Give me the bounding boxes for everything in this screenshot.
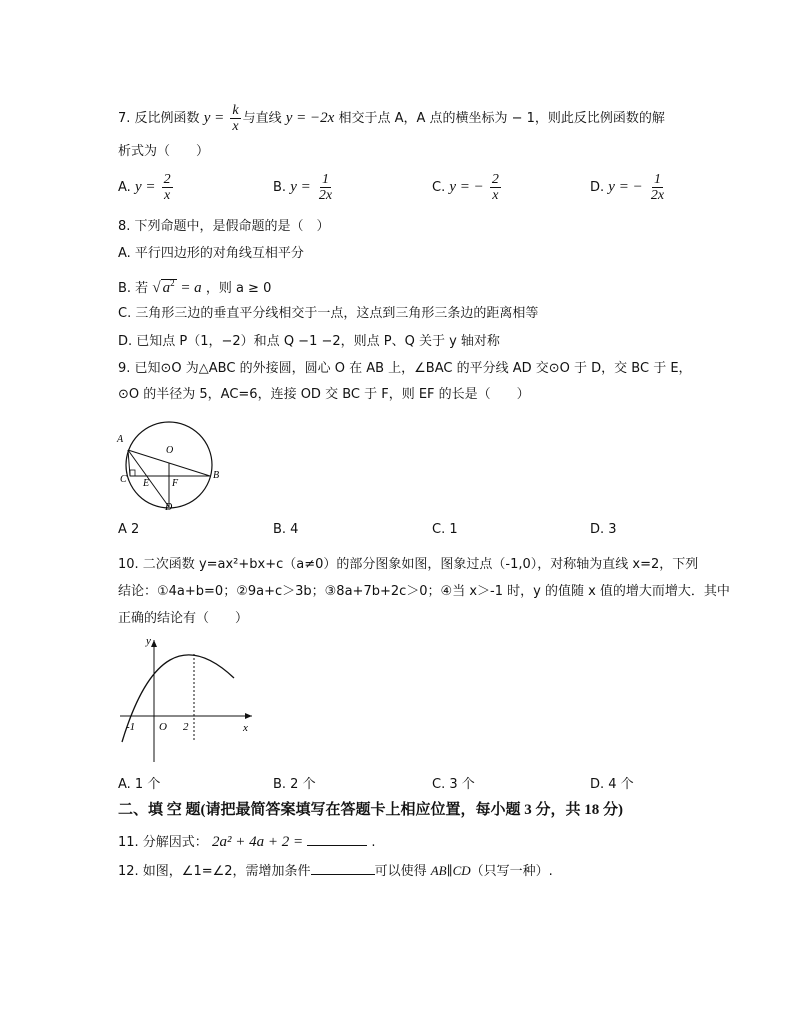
option-label: A. [118,180,131,195]
q9-line2: ⊙O 的半径为 5，AC=6，连接 OD 交 BC 于 F，则 EF 的长是（ ） [118,387,530,402]
frac-den: x [164,188,171,203]
q11-post: . [371,835,376,850]
q7-text-b: 与直线 [242,111,282,126]
q11-answer-blank[interactable] [307,845,367,846]
q7-option-c[interactable] [432,172,503,203]
q10-option-b[interactable]: B. 2 个 [273,777,316,792]
x-axis-arrow-icon [245,713,252,719]
label-two: 2 [183,721,189,733]
label-neg1: -1 [126,721,136,733]
q12-mid: 可以使得 [374,864,427,879]
option-fraction [162,172,173,203]
q7-fraction [230,103,240,134]
frac-num: 2 [491,172,499,187]
frac-num: 1 [321,172,329,187]
q10-line1: 10. 二次函数 y=ax²+bx+c（a≠0）的部分图象如图，图象过点（-1,0），对称轴为直线 x=2，下列 [118,557,699,572]
q7-option-b[interactable] [273,172,336,203]
frac-den: 2x [318,188,333,203]
q7-frac-den: x [232,119,239,134]
sqrt-icon: √ [152,280,161,296]
radicand-base: a [162,280,171,296]
q10-line3: 正确的结论有（ ） [118,611,249,626]
q8-stem: 8. 下列命题中，是假命题的是（ ） [118,219,330,234]
q8-option-a[interactable]: A. 平行四边形的对角线互相平分 [118,246,304,261]
q12-pre: 12. 如图，∠1=∠2，需增加条件 [118,864,311,879]
q9-line1: 9. 已知⊙O 为△ABC 的外接圆，圆心 O 在 AB 上，∠BAC 的平分线 AD 交⊙O 于 D，交 BC 于 E， [118,361,692,376]
label-b: B [213,470,220,481]
option-prefix: y = [134,179,156,195]
q12-post: （只写一种）. [470,864,553,879]
label-origin: O [159,721,167,733]
q8-b-post: ，则 a ≥ 0 [205,281,272,296]
q9-option-c[interactable]: C. 1 [432,522,458,537]
q12-relation: AB∥CD [430,863,471,878]
label-d: D [165,502,173,512]
label-x: x [243,722,248,734]
q12-line [118,862,553,881]
label-c: C [120,474,127,485]
option-fraction [490,172,501,203]
option-label: D. [590,180,605,195]
label-o: O [166,445,174,456]
q10-option-c[interactable]: C. 3 个 [432,777,475,792]
option-prefix: y = − [608,179,643,195]
option-label: C. [432,180,446,195]
frac-num: 2 [163,172,171,187]
option-prefix: y = − [449,179,484,195]
label-y: y [146,635,151,647]
radicand-exp: 2 [170,278,175,288]
sqrt-expression [152,279,201,296]
q7-option-d[interactable] [590,172,668,203]
label-f: F [172,478,179,489]
q7-line-eq: y = −2x [285,110,335,126]
y-axis-arrow-icon [151,640,157,647]
q11-expression: 2a² + 4a + 2 = [211,834,304,850]
q10-option-a[interactable]: A. 1 个 [118,777,161,792]
q10-parabola-graph [112,630,262,765]
q9-option-a[interactable]: A 2 [118,522,140,537]
option-prefix: y = [290,179,311,195]
q7-line2: 析式为（ ） [118,144,210,159]
q7-text-c: 相交于点 A，A 点的横坐标为 − 1，则此反比例函数的解 [338,111,665,126]
right-angle-mark [130,470,135,476]
q7-text-a: 反比例函数 [134,111,200,126]
sqrt-radicand [161,279,177,296]
option-label: B. [273,180,287,195]
q8-b-eq: = a [176,280,202,296]
parabola-curve [122,655,234,742]
q7-line1 [118,103,665,134]
q10-option-d[interactable]: D. 4 个 [590,777,634,792]
label-a: A [117,434,124,445]
q7-frac-num: k [232,103,239,118]
label-e: E [143,478,150,489]
q7-number: 7. [118,111,131,126]
q9-option-d[interactable]: D. 3 [590,522,617,537]
frac-num: 1 [653,172,661,187]
q8-option-c[interactable]: C. 三角形三边的垂直平分线相交于一点，这点到三角形三条边的距离相等 [118,306,539,321]
q9-circle-figure [112,420,224,512]
q8-b-pre: B. 若 [118,281,149,296]
q8-option-b[interactable] [118,274,271,298]
q12-answer-blank[interactable] [311,874,375,875]
q7-y-eq: y = [203,110,225,126]
option-fraction [649,172,666,203]
section2-heading: 二、填 空 题(请把最简答案填写在答题卡上相应位置，每小题 3 分，共 18 分) [118,802,623,818]
frac-den: 2x [650,188,665,203]
q7-option-a[interactable] [118,172,175,203]
option-fraction [317,172,334,203]
q11-line [118,833,376,852]
q10-line2: 结论：①4a+b=0；②9a+c＞3b；③8a+7b+2c＞0；④当 x＞-1 时，y 的值随 x 值的增大而增大．其中 [118,584,730,599]
frac-den: x [492,188,499,203]
q11-pre: 11. 分解因式： [118,835,208,850]
q8-option-d[interactable]: D. 已知点 P（1，−2）和点 Q −1 −2，则点 P、Q 关于 y 轴对称 [118,334,500,349]
q9-option-b[interactable]: B. 4 [273,522,299,537]
